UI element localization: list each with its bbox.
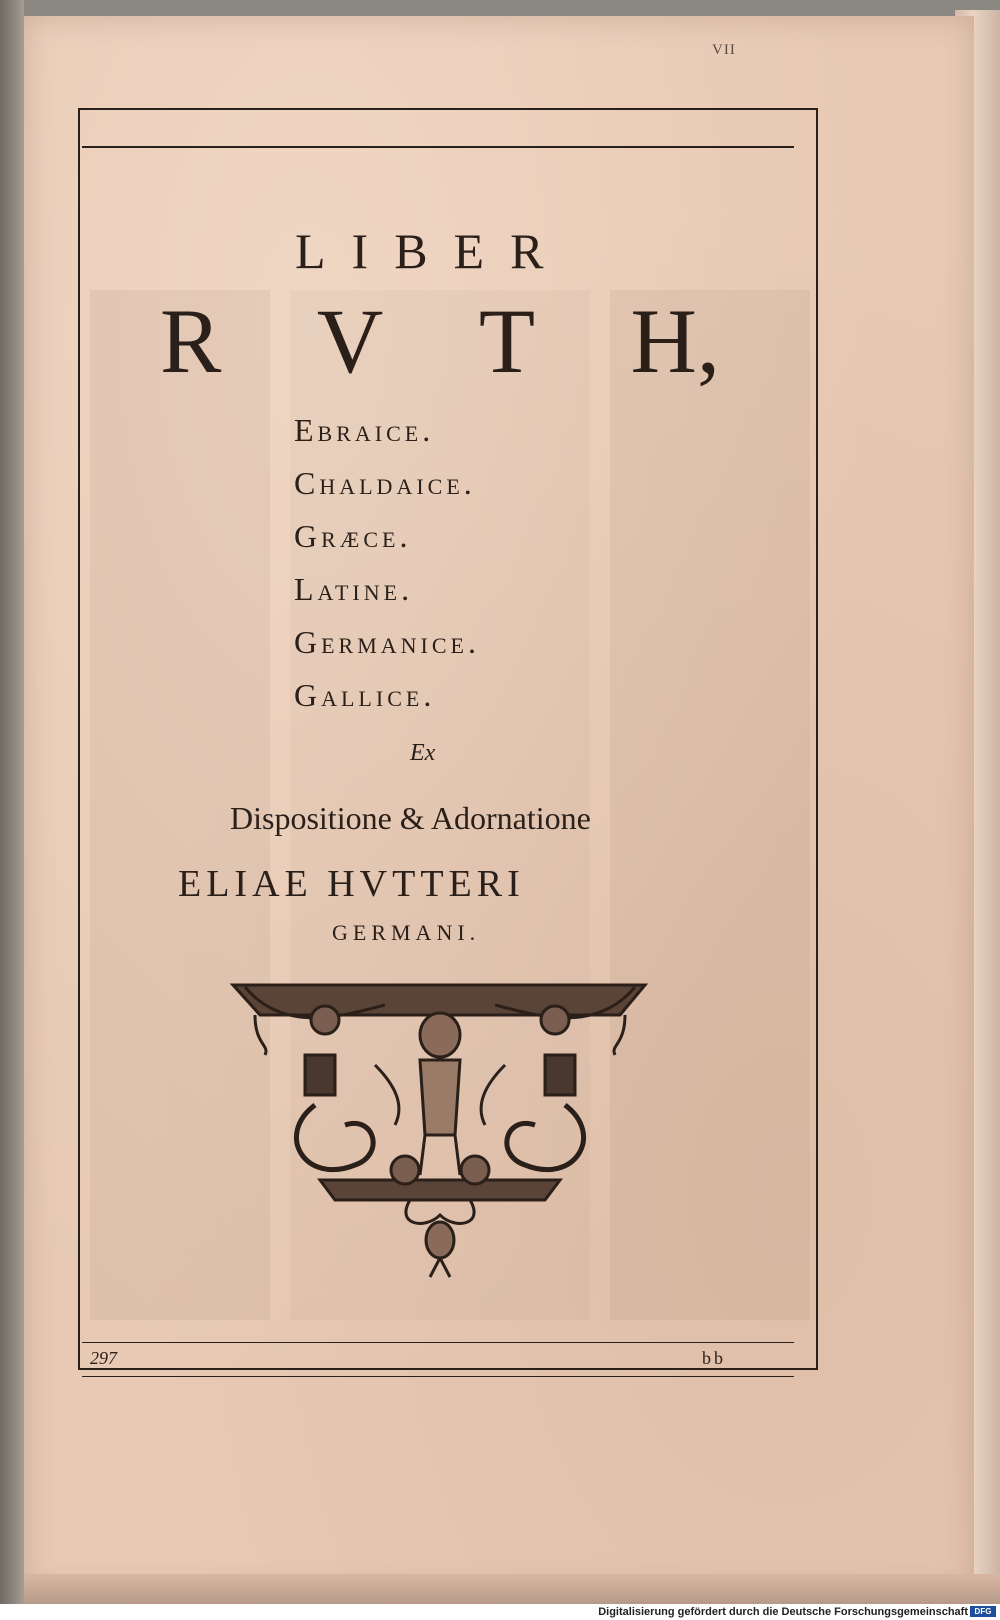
language-line: Ebraice. bbox=[294, 412, 435, 448]
ex-line: Ex bbox=[410, 740, 436, 766]
language-line: Gallice. bbox=[294, 677, 436, 713]
language-line: Græce. bbox=[294, 518, 412, 554]
pencil-shelf-mark: VII bbox=[712, 42, 736, 58]
signature-mark: bb bbox=[702, 1348, 726, 1368]
author-origin: GERMANI. bbox=[332, 920, 481, 945]
main-title-letter: R bbox=[160, 290, 222, 392]
language-line: Chaldaice. bbox=[294, 465, 476, 501]
footer-rule bbox=[82, 1376, 794, 1377]
main-title-letter: T bbox=[478, 290, 536, 392]
digitization-credit: Digitalisierung gefördert durch die Deutsche Forschungsgemeinschaft bbox=[598, 1606, 968, 1618]
author-name: ELIAE HVTTERI bbox=[178, 863, 525, 905]
folio-number: 297 bbox=[90, 1348, 117, 1368]
ornament-cherub-bracket-icon bbox=[225, 975, 655, 1285]
book-spine-edge bbox=[0, 0, 24, 1604]
main-title bbox=[160, 288, 720, 394]
dfg-logo-icon: DFG bbox=[970, 1606, 996, 1617]
title-liber: LIBER bbox=[295, 223, 570, 279]
language-line: Latine. bbox=[294, 571, 414, 607]
main-title-letter: V bbox=[316, 290, 384, 392]
language-line: Germanice. bbox=[294, 624, 480, 660]
disposition-line: Dispositione & Adornatione bbox=[230, 800, 591, 836]
bottom-rule bbox=[82, 1342, 794, 1343]
top-double-rule bbox=[82, 146, 794, 148]
main-title-letter: H, bbox=[630, 290, 720, 392]
page-bottom-edge bbox=[24, 1574, 1000, 1604]
